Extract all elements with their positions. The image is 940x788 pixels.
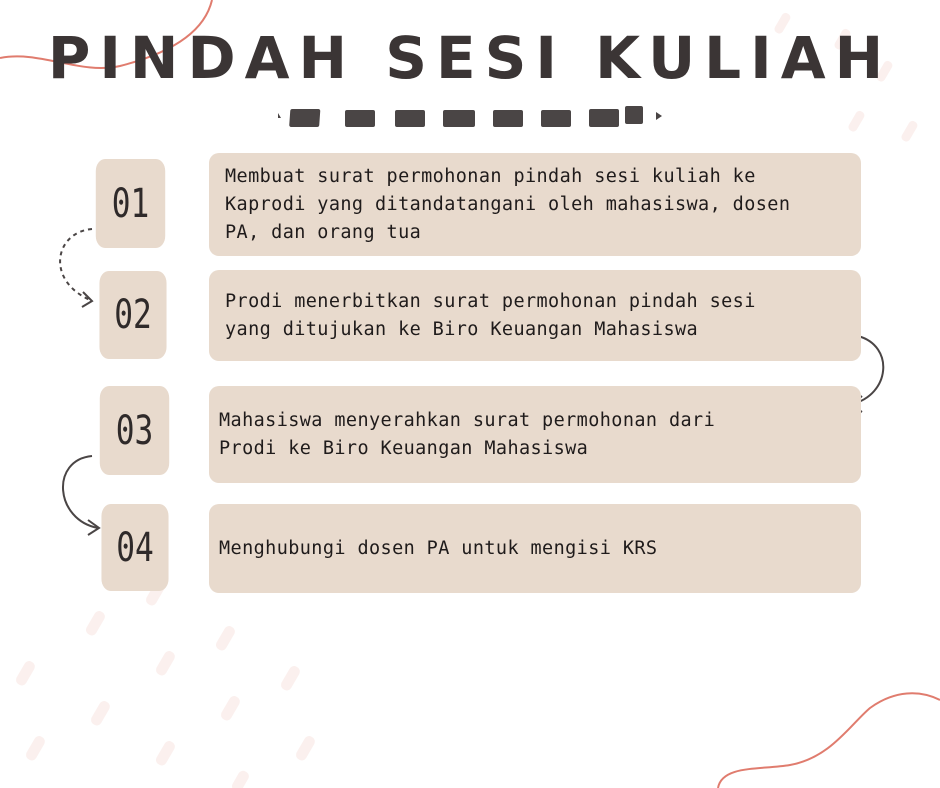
step-card [209, 386, 861, 483]
step-description: Membuat surat permohonan pindah sesi kuliah ke Kaprodi yang ditandatangani oleh mahasiswa, dosen PA, dan orang tua [225, 165, 791, 243]
step-description: Prodi menerbitkan surat permohonan pindah sesi yang ditujukan ke Biro Keuangan Mahasiswa [225, 290, 756, 340]
step-card [209, 270, 861, 361]
connector-arrow-1-2 [60, 229, 92, 307]
step-card [209, 504, 861, 593]
bottom-right-accent-curve [718, 693, 940, 788]
step-number-badge: 02 [99, 271, 166, 359]
step-card [209, 153, 861, 256]
step-number-badge: 04 [101, 504, 168, 591]
step-number-badge: 03 [100, 386, 169, 475]
title-divider [278, 106, 662, 127]
step-description: Menghubungi dosen PA untuk mengisi KRS [219, 537, 658, 559]
page-title: PINDAH SESI KULIAH [47, 24, 893, 92]
step-description: Mahasiswa menyerahkan surat permohonan dari Prodi ke Biro Keuangan Mahasiswa [219, 409, 716, 459]
step-number-badge: 01 [96, 159, 165, 248]
connector-arrow-3-4 [63, 456, 99, 535]
